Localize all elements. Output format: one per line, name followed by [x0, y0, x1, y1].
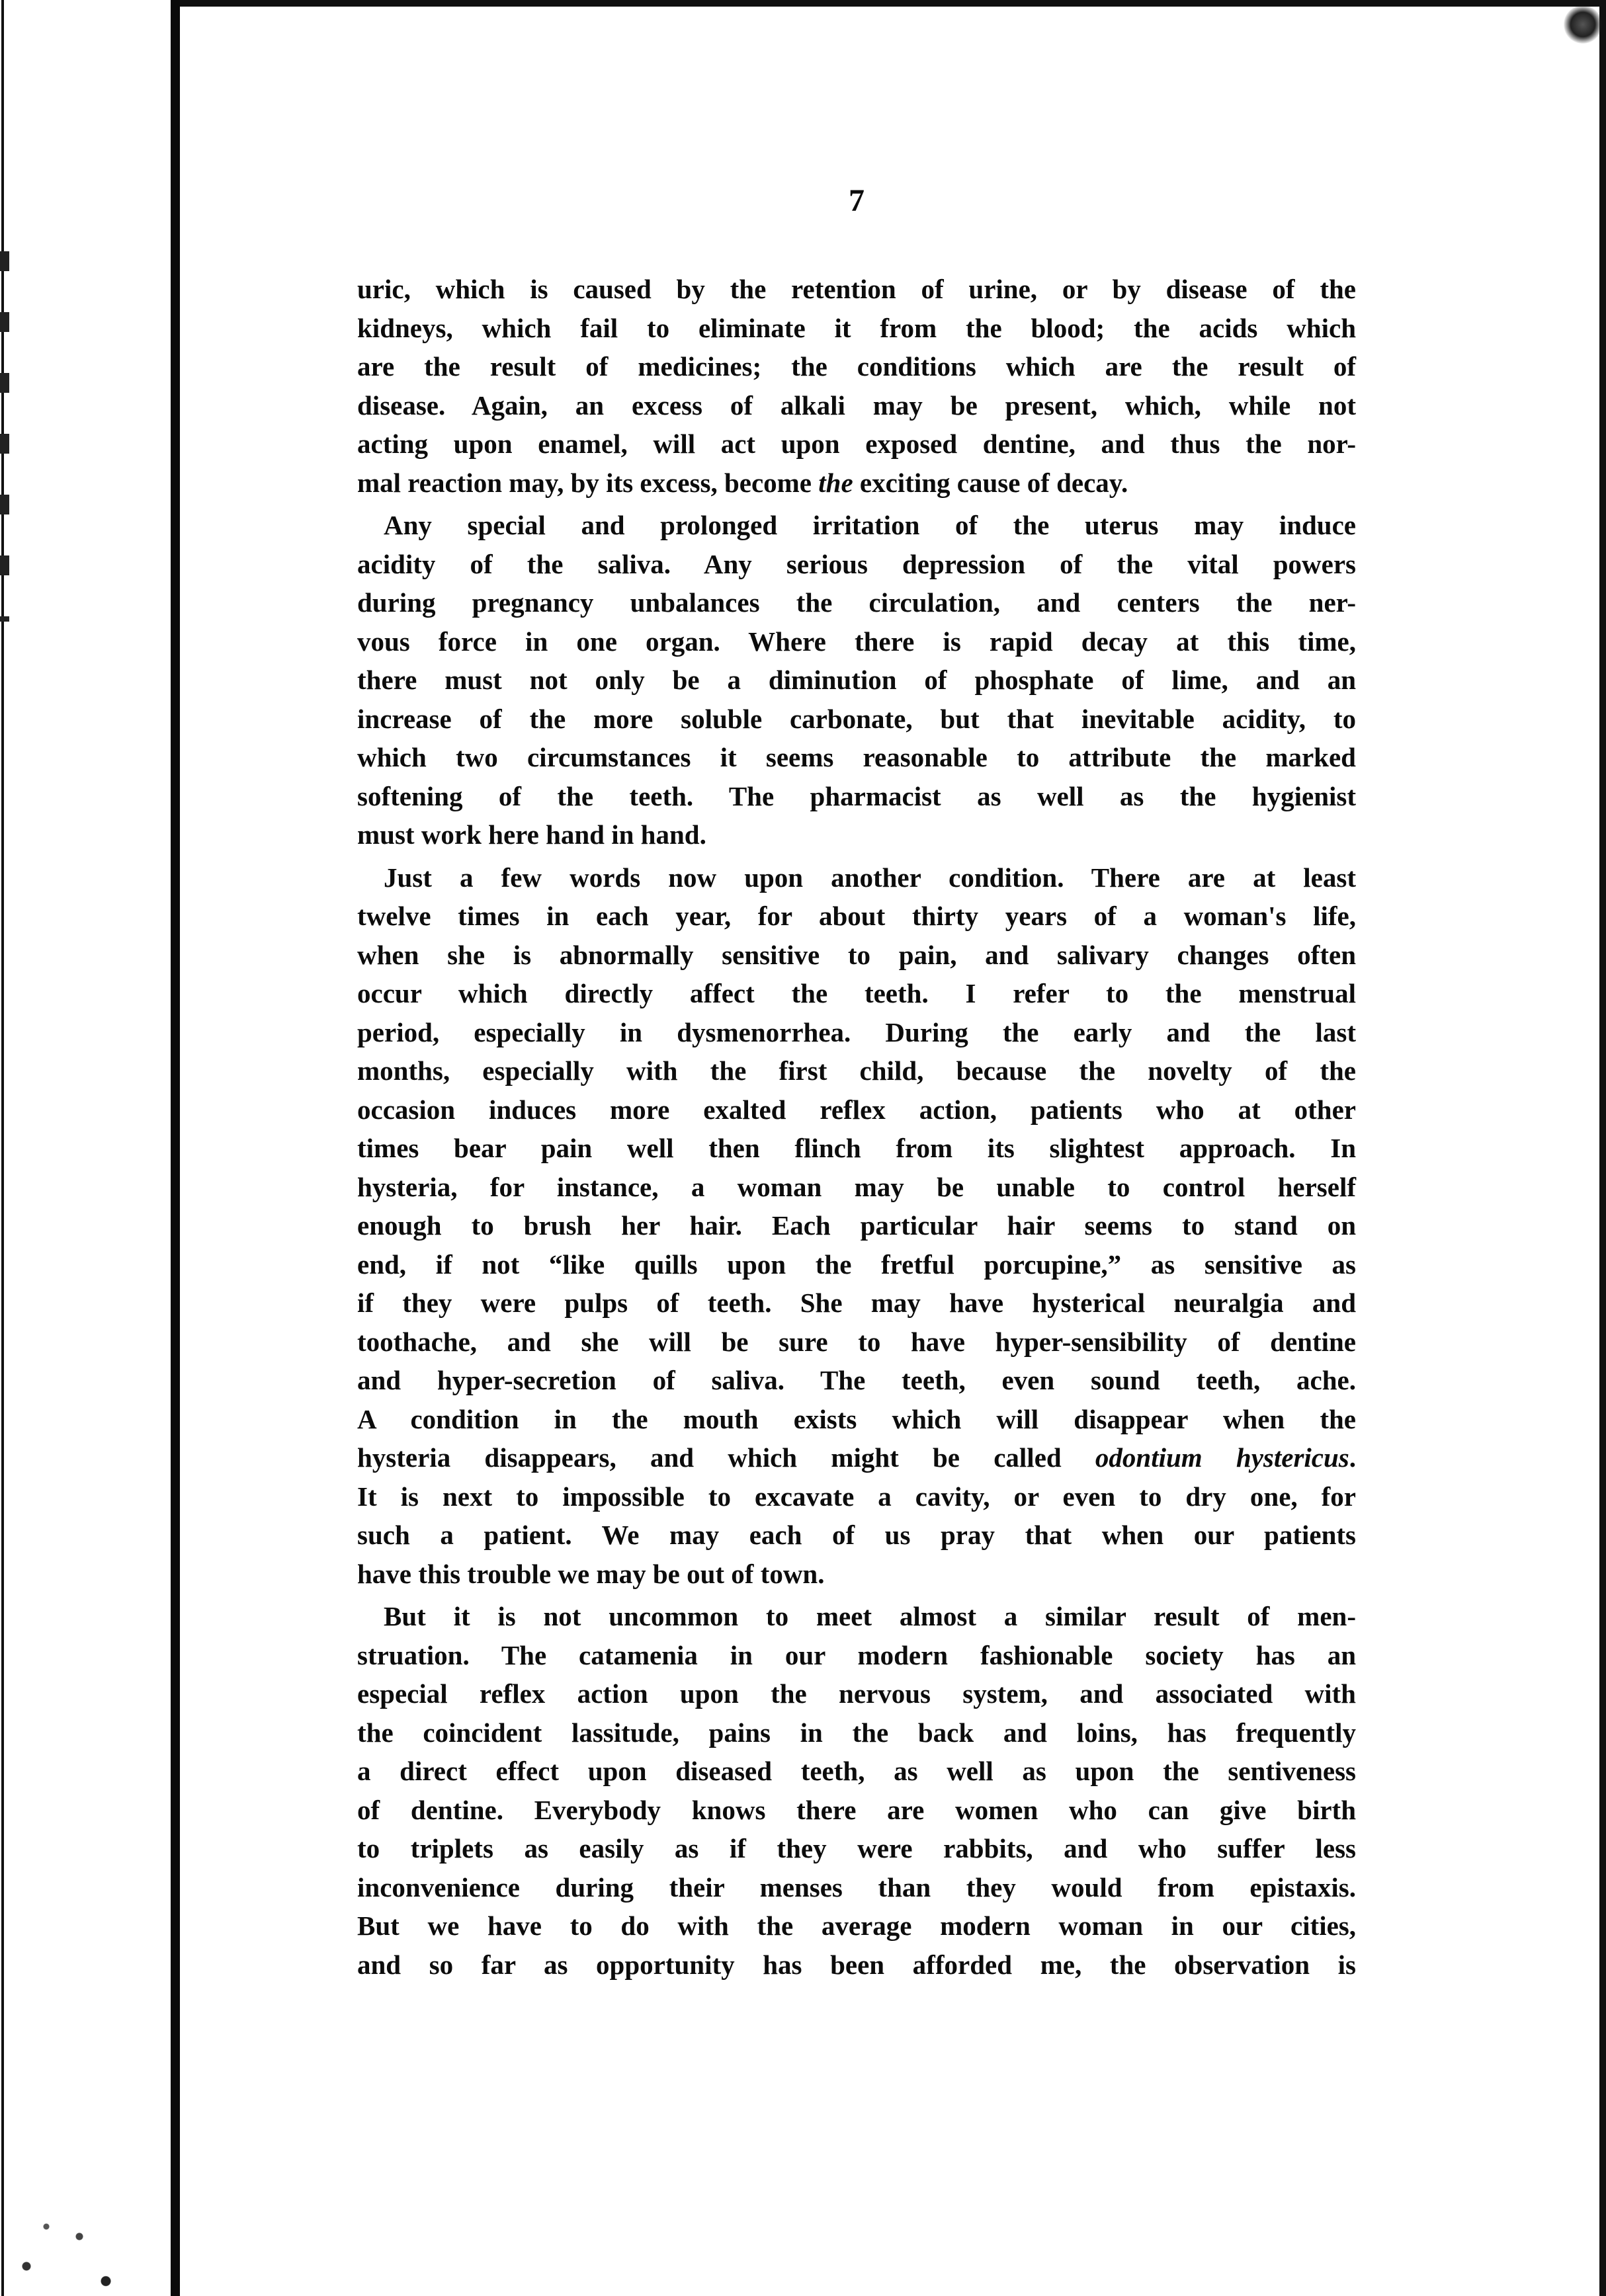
text-line: during pregnancy unbalances the circulation, and centers the ner-: [357, 587, 1356, 618]
emphasized-text: odontium hystericus: [1095, 1442, 1349, 1473]
scan-left-margin: [0, 0, 171, 2296]
scan-noise: [0, 2197, 132, 2296]
text-line: But it is not uncommon to meet almost a similar result of men-: [384, 1601, 1356, 1631]
scan-right-border: [1599, 0, 1606, 2296]
emphasized-text: the: [818, 467, 853, 498]
corner-smudge: [1564, 5, 1602, 44]
text-line: such a patient. We may each of us pray that when our patients: [357, 1520, 1356, 1550]
text-line: hysteria disappears, and which might be called odontium hystericus.: [357, 1442, 1356, 1473]
text-line: acidity of the saliva. Any serious depression of the vital powers: [357, 548, 1356, 579]
text-line: toothache, and she will be sure to have hyper-sensibility of dentine: [357, 1326, 1356, 1357]
text-line: But we have to do with the average modern woman in our cities,: [357, 1910, 1356, 1941]
text-line: twelve times in each year, for about thirty years of a woman's life,: [357, 901, 1356, 931]
text-line: hysteria, for instance, a woman may be unable to control herself: [357, 1171, 1356, 1202]
text-line: uric, which is caused by the retention of urine, or by disease of the: [357, 274, 1356, 304]
text-line: of dentine. Everybody knows there are women who can give birth: [357, 1794, 1356, 1825]
text-line: increase of the more soluble carbonate, but that inevitable acidity, to: [357, 703, 1356, 734]
text-line: are the result of medicines; the conditions which are the result of: [357, 351, 1356, 382]
text-line: disease. Again, an excess of alkali may be present, which, while not: [357, 390, 1356, 421]
paragraph-2: [357, 506, 1356, 854]
text-line: A condition in the mouth exists which will disappear when the: [357, 1403, 1356, 1434]
text-line: occasion induces more exalted reflex action, patients who at other: [357, 1094, 1356, 1125]
book-gutter-line: [171, 0, 180, 2296]
text-line: end, if not “like quills upon the fretful porcupine,” as sensitive as: [357, 1249, 1356, 1280]
text-line: It is next to impossible to excavate a cavity, or even to dry one, for: [357, 1481, 1356, 1512]
text-line: struation. The catamenia in our modern fashionable society has an: [357, 1639, 1356, 1670]
scan-top-border: [180, 0, 1606, 7]
text-line: mal reaction may, by its excess, become the exciting cause of decay.: [357, 467, 1128, 498]
text-line: and so far as opportunity has been afforded me, the observation is: [357, 1949, 1356, 1980]
page-number: 7: [849, 183, 865, 218]
text-line: have this trouble we may be out of town.: [357, 1558, 825, 1589]
document-page: [357, 185, 1356, 1988]
text-line: must work here hand in hand.: [357, 819, 706, 850]
text-line: Any special and prolonged irritation of the uterus may induce: [384, 510, 1356, 540]
text-line: times bear pain well then flinch from its slightest approach. In: [357, 1133, 1356, 1163]
text-line: there must not only be a diminution of phosphate of lime, and an: [357, 665, 1356, 695]
paragraph-4: [357, 1597, 1356, 1984]
text-line: a direct effect upon diseased teeth, as well as upon the sentiveness: [357, 1756, 1356, 1786]
text-line: to triplets as easily as if they were rabbits, and who suffer less: [357, 1833, 1356, 1864]
paragraph-3: [357, 858, 1356, 1594]
text-line: softening of the teeth. The pharmacist as well as the hygienist: [357, 780, 1356, 811]
text-line: especial reflex action upon the nervous system, and associated with: [357, 1678, 1356, 1709]
text-line: and hyper-secretion of saliva. The teeth, even sound teeth, ache.: [357, 1365, 1356, 1395]
text-line: Just a few words now upon another condition. There are at least: [384, 862, 1356, 893]
text-line: when she is abnormally sensitive to pain, and salivary changes often: [357, 939, 1356, 970]
text-line: inconvenience during their menses than they would from epistaxis.: [357, 1871, 1356, 1903]
text-line: kidneys, which fail to eliminate it from the blood; the acids which: [357, 312, 1356, 343]
text-line: the coincident lassitude, pains in the back and loins, has frequently: [357, 1717, 1356, 1748]
adjacent-page-bleed: [0, 251, 9, 622]
paragraph-1: [357, 270, 1356, 502]
text-line: enough to brush her hair. Each particular hair seems to stand on: [357, 1210, 1356, 1241]
text-line: if they were pulps of teeth. She may have hysterical neuralgia and: [357, 1288, 1356, 1318]
text-line: which two circumstances it seems reasonable to attribute the marked: [357, 742, 1356, 772]
body-text: [357, 270, 1356, 1984]
text-line: period, especially in dysmenorrhea. During the early and the last: [357, 1016, 1356, 1047]
text-line: vous force in one organ. Where there is rapid decay at this time,: [357, 626, 1356, 657]
text-line: acting upon enamel, will act upon exposed dentine, and thus the nor-: [357, 429, 1356, 459]
text-line: months, especially with the first child, because the novelty of the: [357, 1055, 1356, 1086]
text-line: occur which directly affect the teeth. I refer to the menstrual: [357, 978, 1356, 1008]
